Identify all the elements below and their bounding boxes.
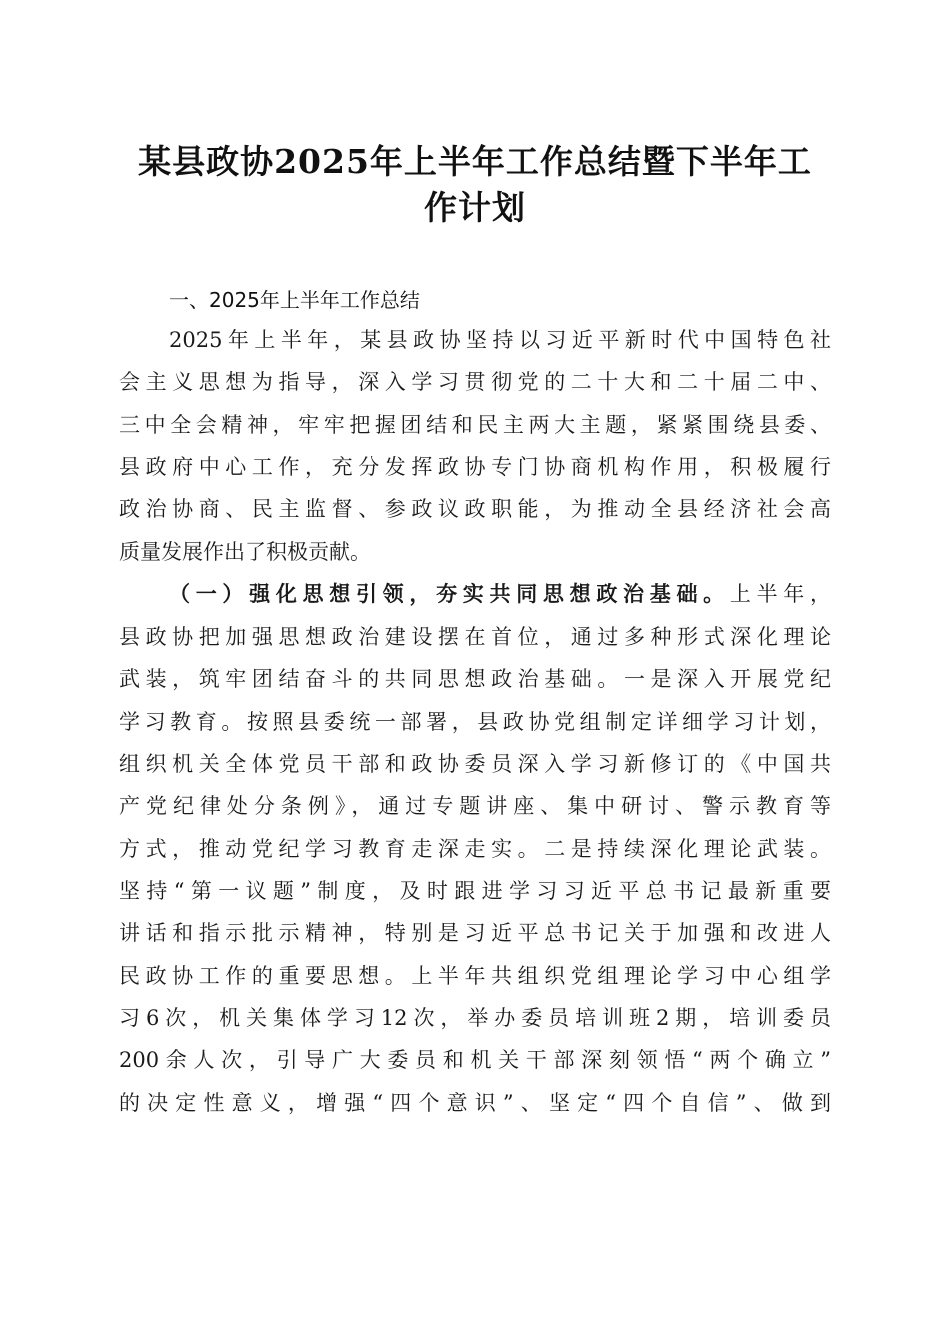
section-heading: 一、2025年上半年工作总结 xyxy=(169,288,420,312)
paragraph-2-line: 组织机关全体党员干部和政协委员深入学习新修订的《中国共 xyxy=(119,752,831,776)
paragraph-1-line: 县政府中心工作，充分发挥政协专门协商机构作用，积极履行 xyxy=(119,455,831,479)
paragraph-2-first-line xyxy=(169,579,831,609)
paragraph-2-line: 方式，推动党纪学习教育走深走实。二是持续深化理论武装。 xyxy=(119,837,831,861)
paragraph-2-first-line-text: 上半年， xyxy=(729,582,831,606)
paragraph-2-line: 200余人次，引导广大委员和机关干部深刻领悟“两个确立” xyxy=(119,1048,831,1072)
paragraph-1-line: 政治协商、民主监督、参政议政职能，为推动全县经济社会高 xyxy=(119,497,831,521)
paragraph-2-line: 的决定性意义，增强“四个意识”、坚定“四个自信”、做到 xyxy=(119,1091,831,1115)
paragraph-2-line: 民政协工作的重要思想。上半年共组织党组理论学习中心组学 xyxy=(119,964,831,988)
paragraph-2-line: 坚持“第一议题”制度，及时跟进学习习近平总书记最新重要 xyxy=(119,879,831,903)
paragraph-2-line: 产党纪律处分条例》，通过专题讲座、集中研讨、警示教育等 xyxy=(119,794,831,818)
paragraph-2-line: 县政协把加强思想政治建设摆在首位，通过多种形式深化理论 xyxy=(119,625,831,649)
paragraph-2-line: 讲话和指示批示精神，特别是习近平总书记关于加强和改进人 xyxy=(119,921,831,945)
paragraph-1-line: 三中全会精神，牢牢把握团结和民主两大主题，紧紧围绕县委、 xyxy=(119,413,831,437)
paragraph-1-line: 会主义思想为指导，深入学习贯彻党的二十大和二十届二中、 xyxy=(119,370,831,394)
paragraph-2-line: 武装，筑牢团结奋斗的共同思想政治基础。一是深入开展党纪 xyxy=(119,667,831,691)
paragraph-2-line: 习6次，机关集体学习12次，举办委员培训班2期，培训委员 xyxy=(119,1006,831,1030)
paragraph-2-subheading: （一）强化思想引领，夯实共同思想政治基础。 xyxy=(169,581,730,606)
paragraph-1-line: 质量发展作出了积极贡献。 xyxy=(119,540,371,564)
document-title-line-2: 作计划 xyxy=(424,188,526,227)
paragraph-2-line: 学习教育。按照县委统一部署，县政协党组制定详细学习计划， xyxy=(119,710,831,734)
document-title-line-1: 某县政协2025年上半年工作总结暨下半年工 xyxy=(138,142,812,181)
paragraph-1-line: 2025年上半年，某县政协坚持以习近平新时代中国特色社 xyxy=(169,328,831,352)
